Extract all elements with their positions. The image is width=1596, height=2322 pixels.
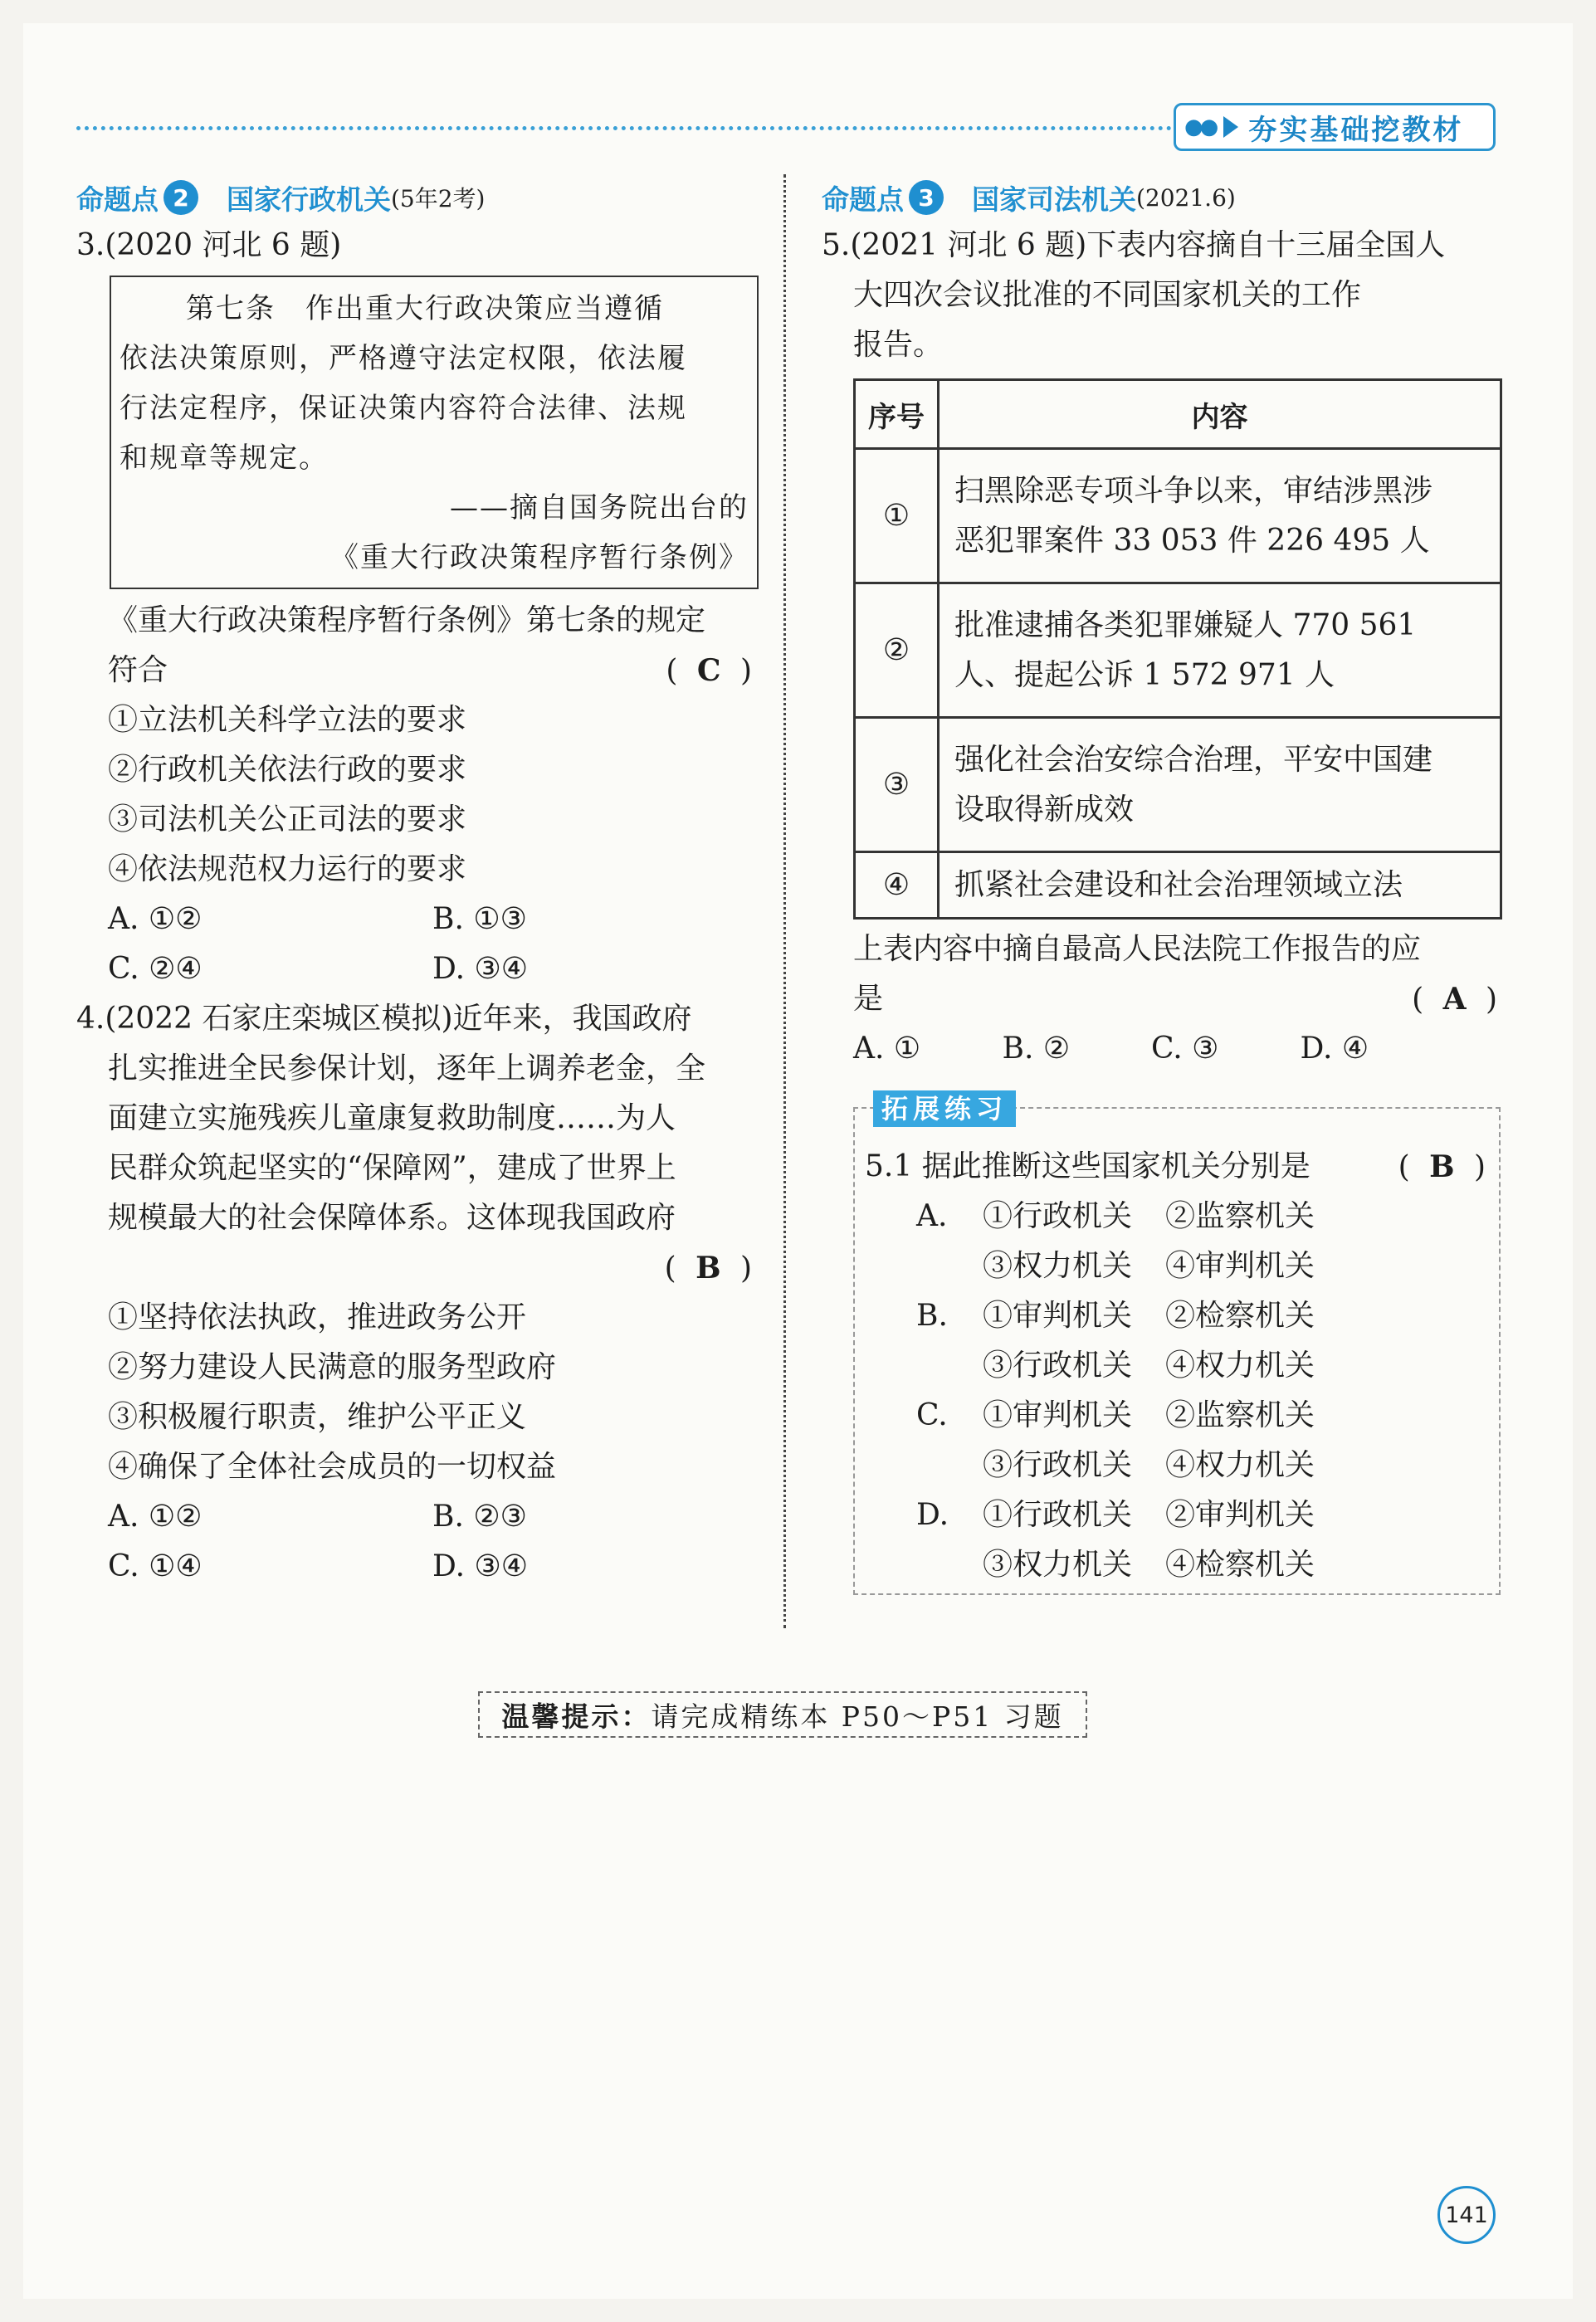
option-a: A. ①② bbox=[108, 902, 203, 936]
tip-box bbox=[478, 1691, 1087, 1738]
table-cell-content bbox=[939, 852, 1501, 919]
extension-option bbox=[855, 1192, 1499, 1241]
topic-heading bbox=[822, 174, 1502, 221]
quote-line: 行法定程序，保证决策内容符合法律、法规 bbox=[120, 392, 687, 425]
option-d: D. ③④ bbox=[432, 1549, 529, 1583]
answer-letter: B bbox=[1429, 1149, 1460, 1184]
quote-box bbox=[110, 276, 759, 589]
option-part: ④权力机关 bbox=[1165, 1349, 1315, 1383]
statement-item: ③司法机关公正司法的要求 bbox=[108, 802, 467, 837]
table-row bbox=[855, 449, 1501, 583]
statement-item: ④依法规范权力运行的要求 bbox=[108, 852, 467, 886]
table-cell-number: ③ bbox=[855, 718, 939, 852]
section-badge bbox=[1174, 103, 1496, 151]
question-text-row bbox=[822, 974, 1502, 1024]
question-text: 民群众筑起坚实的“保障网”，建成了世界上 bbox=[108, 1151, 676, 1185]
table-row bbox=[855, 583, 1501, 718]
topic-number-badge: 2 bbox=[164, 180, 198, 215]
cell-line: 扫黑除恶专项斗争以来，审结涉黑涉 bbox=[954, 473, 1433, 508]
option-c: C. ②④ bbox=[108, 952, 203, 986]
extension-tag: 拓展练习 bbox=[873, 1090, 1016, 1127]
extension-option bbox=[855, 1241, 1499, 1291]
option-part: ③权力机关 bbox=[983, 1249, 1133, 1283]
quote-line: 依法决策原则，严格遵守法定权限，依法履 bbox=[120, 342, 687, 375]
topic-label: 命题点 bbox=[822, 183, 904, 216]
option-part: ①审判机关 bbox=[983, 1299, 1133, 1333]
option-part: ③行政机关 bbox=[983, 1448, 1133, 1482]
question-text: 符合 bbox=[108, 653, 168, 687]
extension-option bbox=[855, 1490, 1499, 1540]
statement-item: ①立法机关科学立法的要求 bbox=[108, 703, 467, 737]
quote-line: 第七条 作出重大行政决策应当遵循 bbox=[186, 292, 664, 325]
cell-line: 批准逮捕各类犯罪嫌疑人 770 561 bbox=[954, 607, 1417, 642]
question-stem: 4.(2022 石家庄栾城区模拟)近年来，我国政府 bbox=[76, 1002, 692, 1036]
option-b: B. ①③ bbox=[432, 902, 527, 936]
option-part: ④检察机关 bbox=[1165, 1548, 1315, 1582]
answer-row bbox=[76, 1243, 757, 1293]
header-dotted-rule bbox=[76, 126, 1172, 130]
quote-source: 《重大行政决策程序暂行条例》 bbox=[330, 541, 749, 574]
answer-letter: C bbox=[696, 653, 726, 688]
option-part: ③权力机关 bbox=[983, 1548, 1133, 1582]
option-b: B. ②③ bbox=[432, 1500, 527, 1534]
table-cell-number: ④ bbox=[855, 852, 939, 919]
topic-title: 国家司法机关 bbox=[972, 183, 1136, 216]
option-label: C. bbox=[916, 1398, 948, 1432]
table-cell-number: ② bbox=[855, 583, 939, 718]
option-part: ②审判机关 bbox=[1165, 1498, 1315, 1532]
question-text: 规模最大的社会保障体系。这体现我国政府 bbox=[108, 1201, 676, 1235]
option-part: ①审判机关 bbox=[983, 1398, 1133, 1432]
table-cell-content bbox=[939, 718, 1501, 852]
table-row bbox=[855, 718, 1501, 852]
statement-item: ①坚持依法执政，推进政务公开 bbox=[108, 1300, 527, 1334]
topic-title: 国家行政机关 bbox=[227, 183, 391, 216]
cell-line: 恶犯罪案件 33 053 件 226 495 人 bbox=[954, 523, 1430, 558]
statement-item: ④确保了全体社会成员的一切权益 bbox=[108, 1450, 557, 1484]
option-label: A. bbox=[916, 1199, 948, 1233]
cell-line: 设取得新成效 bbox=[954, 792, 1135, 827]
option-label: B. bbox=[916, 1299, 948, 1333]
extension-box bbox=[853, 1093, 1501, 1595]
extension-option bbox=[855, 1540, 1499, 1590]
option-c: C. ①④ bbox=[108, 1549, 203, 1583]
question-stem: 3.(2020 河北 6 题) bbox=[76, 228, 342, 262]
table-header: 内容 bbox=[939, 380, 1501, 449]
options-row bbox=[76, 1492, 757, 1542]
section-badge-text: 夯实基础挖教材 bbox=[1248, 113, 1464, 147]
extension-question: 5.1 据此推断这些国家机关分别是 bbox=[865, 1149, 1310, 1183]
question-text: 《重大行政决策程序暂行条例》第七条的规定 bbox=[108, 603, 706, 637]
question-text: 大四次会议批准的不同国家机关的工作 bbox=[853, 278, 1362, 312]
topic-heading bbox=[76, 174, 757, 221]
option-part: ②监察机关 bbox=[1165, 1398, 1315, 1432]
option-d: D. ③④ bbox=[432, 952, 529, 986]
table-header: 序号 bbox=[855, 380, 939, 449]
topic-note: (2021.6) bbox=[1136, 183, 1236, 212]
options-row bbox=[822, 1024, 1412, 1074]
table-row bbox=[855, 852, 1501, 919]
topic-label: 命题点 bbox=[76, 183, 159, 216]
option-label: D. bbox=[916, 1498, 949, 1532]
options-row bbox=[76, 895, 757, 944]
table-cell-content bbox=[939, 583, 1501, 718]
table-cell-content bbox=[939, 449, 1501, 583]
column-divider bbox=[783, 174, 786, 1628]
arrow-right-icon bbox=[1223, 116, 1238, 138]
right-column bbox=[822, 174, 1502, 1595]
cell-line: 抓紧社会建设和社会治理领域立法 bbox=[954, 867, 1403, 902]
page-number: 141 bbox=[1437, 2186, 1496, 2244]
option-part: ①行政机关 bbox=[983, 1498, 1133, 1532]
report-table bbox=[853, 378, 1502, 920]
option-part: ③行政机关 bbox=[983, 1349, 1133, 1383]
answer-letter: B bbox=[696, 1251, 726, 1285]
question-text: 面建立实施残疾儿童康复救助制度……为人 bbox=[108, 1101, 676, 1135]
option-c: C. ③ bbox=[1150, 1032, 1219, 1066]
question-text: 是 bbox=[853, 982, 884, 1016]
quote-line: 和规章等规定。 bbox=[120, 441, 329, 475]
tip-label: 温馨提示： bbox=[501, 1700, 652, 1733]
statement-item: ②行政机关依法行政的要求 bbox=[108, 753, 467, 787]
option-part: ②监察机关 bbox=[1165, 1199, 1315, 1233]
option-b: B. ② bbox=[1002, 1032, 1071, 1066]
question-text-row bbox=[76, 646, 757, 695]
statement-item: ③积极履行职责，维护公平正义 bbox=[108, 1400, 527, 1434]
dots-icon: ●● bbox=[1184, 115, 1216, 139]
statement-item: ②努力建设人民满意的服务型政府 bbox=[108, 1350, 557, 1384]
options-row bbox=[76, 1542, 757, 1592]
options-row bbox=[76, 944, 757, 994]
question-text: 报告。 bbox=[853, 328, 944, 362]
extension-option bbox=[855, 1341, 1499, 1391]
answer-bracket: ( C ) bbox=[666, 653, 757, 688]
option-part: ④审判机关 bbox=[1165, 1249, 1315, 1283]
answer-bracket: ( B ) bbox=[664, 1251, 757, 1285]
extension-option bbox=[855, 1291, 1499, 1341]
table-cell-number: ① bbox=[855, 449, 939, 583]
question-text: 扎实推进全民参保计划，逐年上调养老金，全 bbox=[108, 1051, 706, 1085]
topic-note: (5年2考) bbox=[391, 185, 486, 212]
left-column bbox=[76, 174, 757, 1592]
cell-line: 人、提起公诉 1 572 971 人 bbox=[954, 657, 1335, 692]
question-text: 上表内容中摘自最高人民法院工作报告的应 bbox=[853, 932, 1422, 966]
extension-option bbox=[855, 1391, 1499, 1441]
option-part: ①行政机关 bbox=[983, 1199, 1133, 1233]
table-header-row bbox=[855, 380, 1501, 449]
topic-number-badge: 3 bbox=[909, 180, 944, 215]
quote-source: ——摘自国务院出台的 bbox=[450, 491, 749, 524]
extension-body bbox=[855, 1142, 1499, 1590]
option-part: ②检察机关 bbox=[1165, 1299, 1315, 1333]
answer-bracket: ( A ) bbox=[1412, 982, 1502, 1017]
extension-question-row bbox=[855, 1142, 1499, 1192]
cell-line: 强化社会治安综合治理，平安中国建 bbox=[954, 742, 1433, 777]
question-stem: 5.(2021 河北 6 题)下表内容摘自十三届全国人 bbox=[822, 228, 1446, 262]
extension-option bbox=[855, 1441, 1499, 1490]
answer-bracket: ( B ) bbox=[1398, 1149, 1491, 1184]
tip-text: 请完成精练本 P50～P51 习题 bbox=[651, 1700, 1064, 1733]
option-a: A. ①② bbox=[108, 1500, 203, 1534]
answer-letter: A bbox=[1442, 982, 1472, 1017]
option-part: ④权力机关 bbox=[1165, 1448, 1315, 1482]
option-d: D. ④ bbox=[1300, 1032, 1369, 1066]
option-a: A. ① bbox=[853, 1032, 921, 1066]
